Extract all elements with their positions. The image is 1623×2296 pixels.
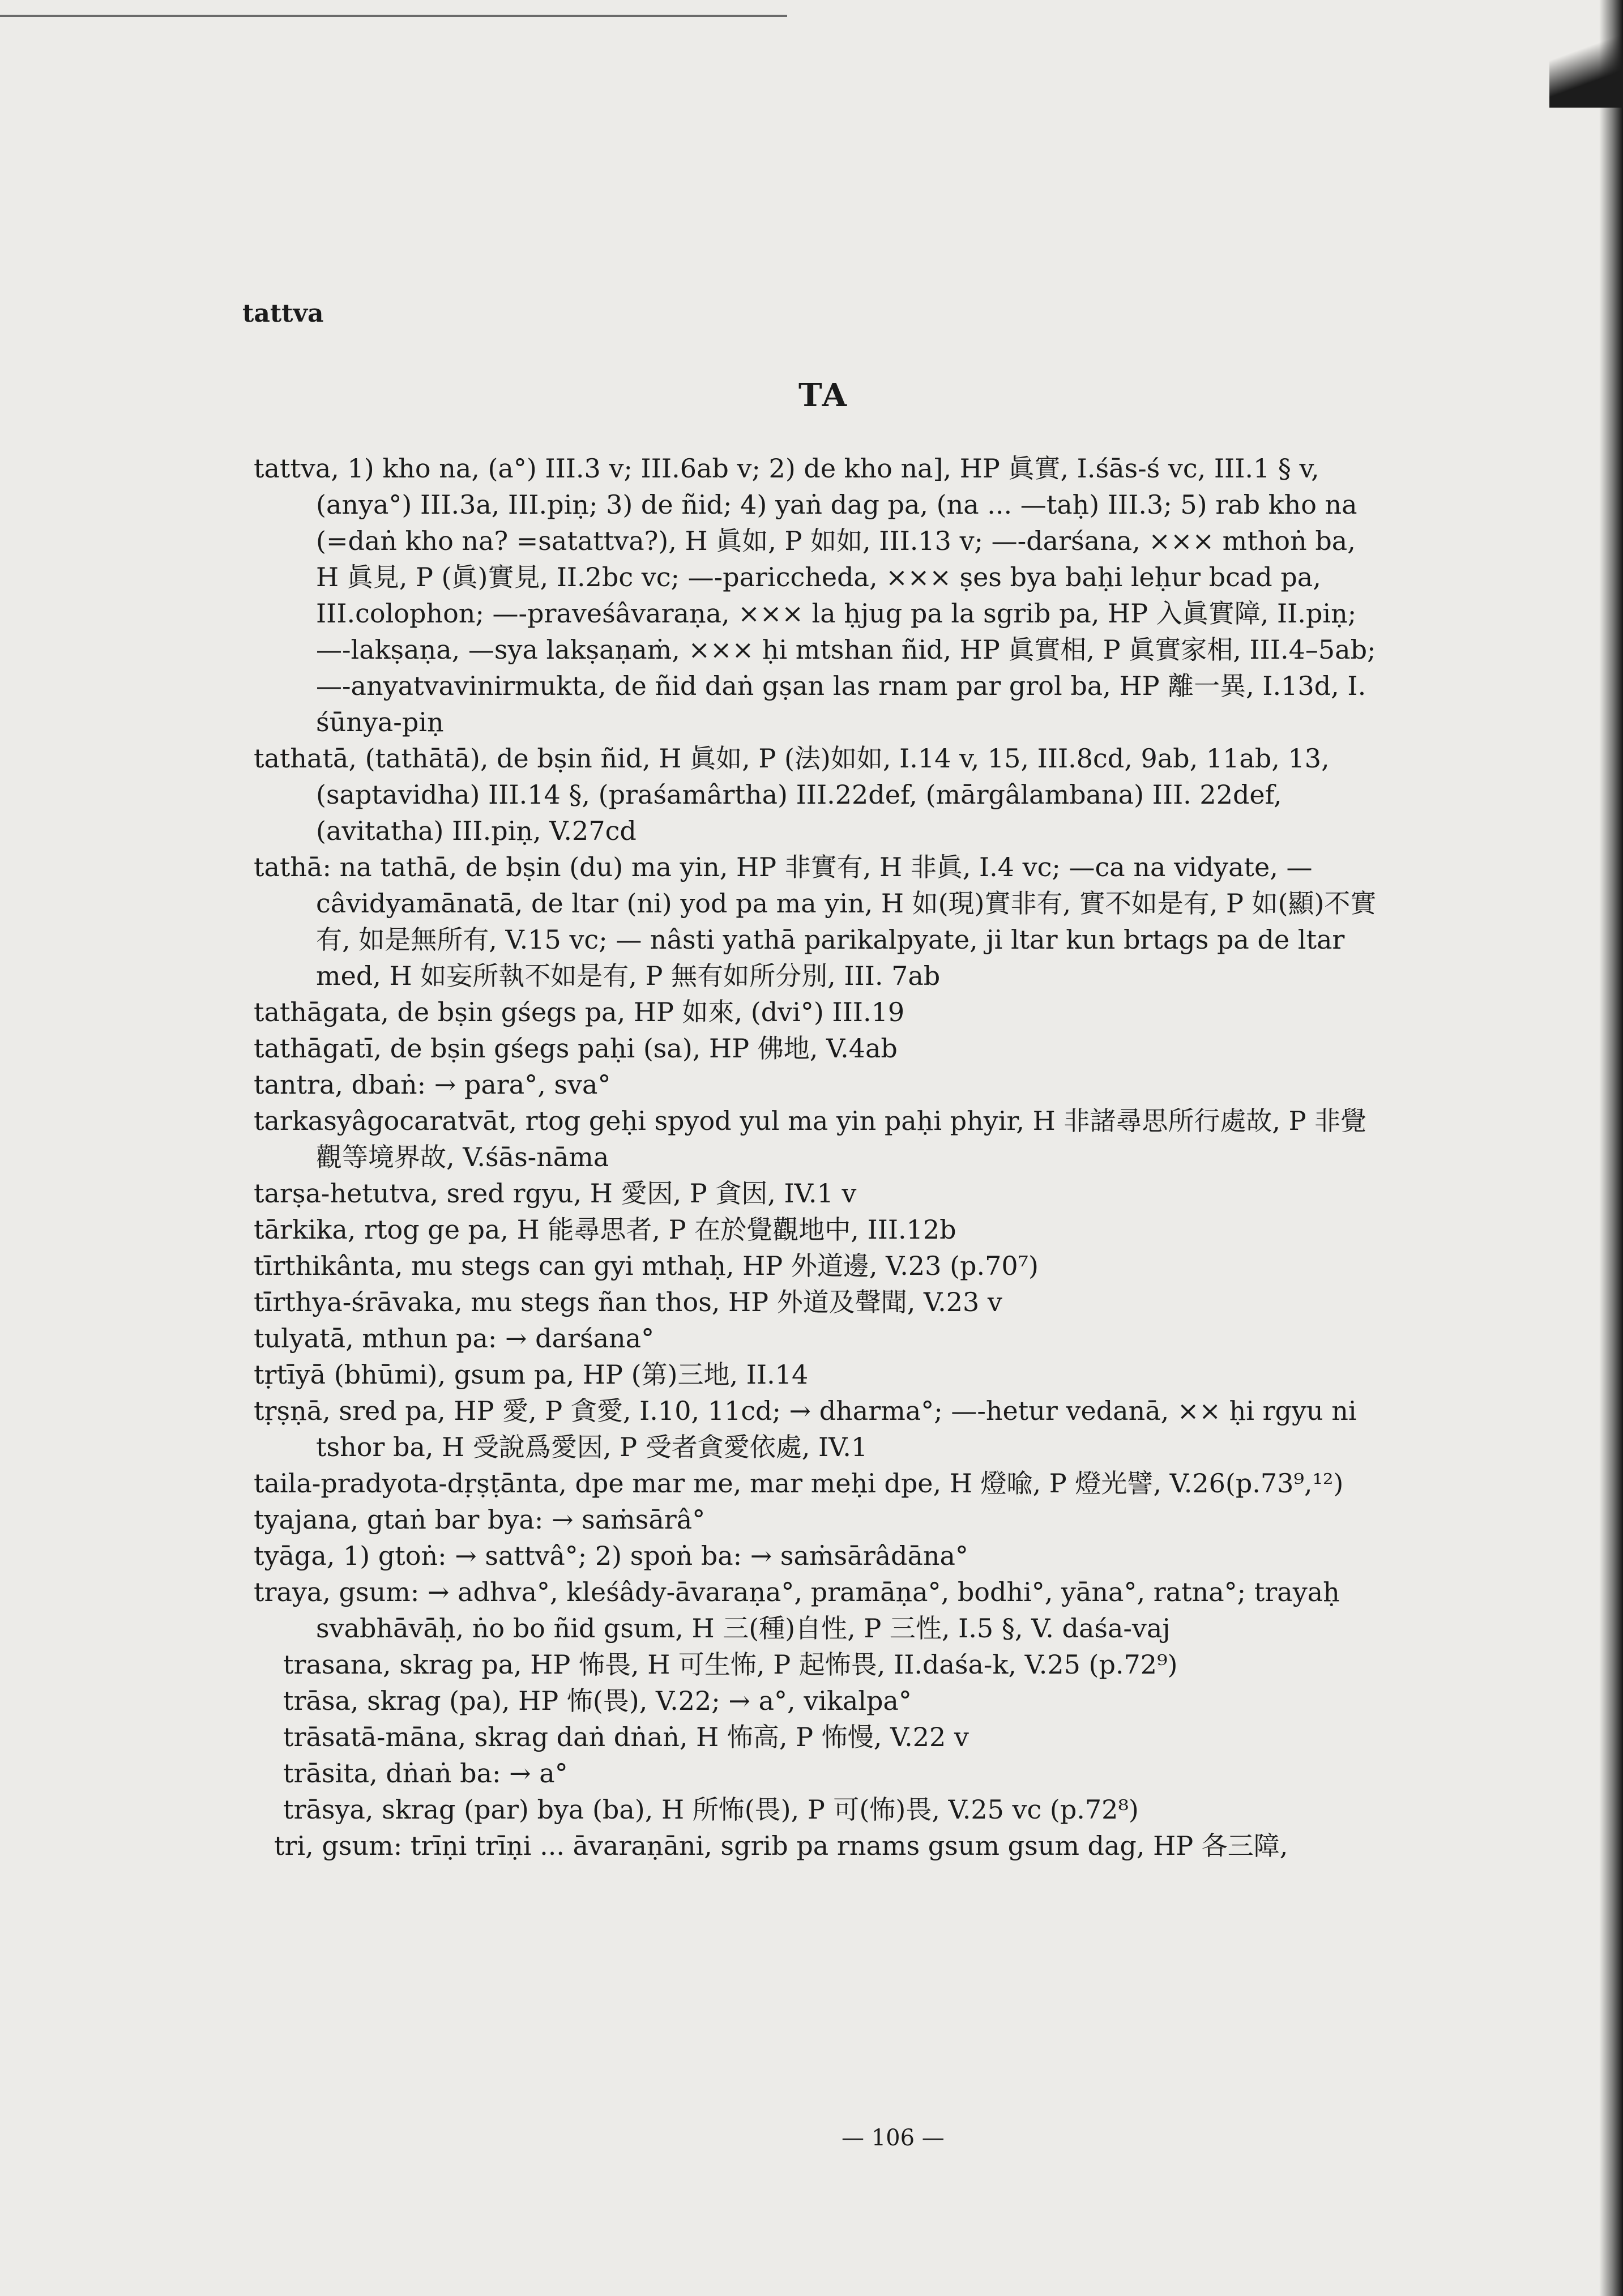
entry-tirthya-sravaka: tīrthya-śrāvaka, mu stegs ñan thos, HP 外道及聲聞, V.23 v bbox=[254, 1287, 1002, 1317]
entry-tathagata: tathāgata, de bṣin gśegs pa, HP 如來, (dvi°) III.19 bbox=[254, 997, 905, 1027]
entry-tantra: tantra, dbaṅ: → para°, sva° bbox=[254, 1069, 611, 1100]
entry-trasya: trāsya, skrag (par) bya (ba), H 所怖(畏), P 可(怖)畏, V.25 vc (p.72⁸) bbox=[283, 1794, 1139, 1825]
dictionary-entries bbox=[254, 450, 1386, 1864]
entry-tarkasyagocaratvat: tarkasyâgocaratvāt, rtog geḥi spyod yul ma yin paḥi phyir, H 非諸尋思所行處故, P 非覺觀等境界故, V.śās-nāma bbox=[254, 1106, 1367, 1172]
entry-tarkika: tārkika, rtog ge pa, H 能尋思者, P 在於覺觀地中, III.12b bbox=[254, 1214, 956, 1245]
entry-tathata: tathatā, (tathātā), de bṣin ñid, H 眞如, P (法)如如, I.14 v, 15, III.8cd, 9ab, 11ab, 13, (saptavidha) III.14 §, (praśamârtha) III.22def, (mārgâlambana) III. 22def, (avitatha) III.piṇ, V.27cd bbox=[254, 743, 1330, 846]
running-head: tattva bbox=[242, 299, 324, 328]
entry-tirthikanta: tīrthikânta, mu stegs can gyi mthaḥ, HP 外道邊, V.23 (p.70⁷) bbox=[254, 1251, 1039, 1281]
binding-corner bbox=[1549, 11, 1623, 108]
entry-trasa: trāsa, skrag (pa), HP 怖(畏), V.22; → a°, vikalpa° bbox=[283, 1685, 912, 1716]
entry-trtiya: tṛtīyā (bhūmi), gsum pa, HP (第)三地, II.14 bbox=[254, 1359, 809, 1390]
entry-trasita: trāsita, dṅaṅ ba: → a° bbox=[283, 1758, 568, 1789]
entry-tri: tri, gsum: trīṇi trīṇi ... āvaraṇāni, sgrib pa rnams gsum gsum dag, HP 各三障, bbox=[274, 1830, 1288, 1861]
entry-trasata-mana: trāsatā-māna, skrag daṅ dṅaṅ, H 怖高, P 怖慢, V.22 v bbox=[283, 1722, 969, 1752]
entry-taila-pradyota: taila-pradyota-dṛṣṭānta, dpe mar me, mar meḥi dpe, H 燈喩, P 燈光譬, V.26(p.73⁹,¹²) bbox=[254, 1468, 1344, 1499]
entry-tulyata: tulyatā, mthun pa: → darśana° bbox=[254, 1323, 655, 1354]
entry-tyajana: tyajana, gtaṅ bar bya: → saṁsārâ° bbox=[254, 1504, 706, 1535]
entry-tattva: tattva, 1) kho na, (a°) III.3 v; III.6ab v; 2) de kho na], HP 眞實, I.śās-ś vc, III.1 § v, (anya°) III.3a, III.piṇ; 3) de ñid; 4) yaṅ dag pa, (na ... —taḥ) III.3; 5) rab kho na (=daṅ kho na? =satattva?), H 眞如, P 如如, III.13 v; —-darśana, ××× mthoṅ ba, H 眞見, P (眞)實見, II.2bc vc; —-pariccheda, ××× ṣes bya baḥi leḥur bcad pa, III.colophon; —-praveśâvaraṇa, ××× la ḥjug pa la sgrib pa, HP 入眞實障, II.piṇ; —-lakṣaṇa, —sya lakṣaṇaṁ, ××× ḥi mtshan ñid, HP 眞實相, P 眞實家相, III.4–5ab; —-anyatvavinirmukta, de ñid daṅ gṣan las rnam par grol ba, HP 離一異, I.13d, I. śūnya-piṇ bbox=[254, 453, 1376, 737]
entry-trasana: trasana, skrag pa, HP 怖畏, H 可生怖, P 起怖畏, II.daśa-k, V.25 (p.72⁹) bbox=[283, 1649, 1178, 1680]
page-number: — 106 — bbox=[842, 2125, 945, 2151]
entry-tyaga: tyāga, 1) gtoṅ: → sattvâ°; 2) spoṅ ba: → saṁsārâdāna° bbox=[254, 1540, 968, 1571]
entry-tathagati: tathāgatī, de bṣin gśegs paḥi (sa), HP 佛地, V.4ab bbox=[254, 1033, 898, 1064]
entry-tarsa-hetutva: tarṣa-hetutva, sred rgyu, H 愛因, P 貪因, IV.1 v bbox=[254, 1178, 857, 1209]
top-rule bbox=[0, 15, 787, 17]
section-title: TA bbox=[798, 377, 849, 414]
entry-traya: traya, gsum: → adhva°, kleśâdy-āvaraṇa°, pramāṇa°, bodhi°, yāna°, ratna°; trayaḥ svabhāvāḥ, ṅo bo ñid gsum, H 三(種)自性, P 三性, I.5 §, V. daśa-vaj bbox=[254, 1577, 1340, 1644]
binding-shadow bbox=[1599, 0, 1623, 2296]
entry-trsna: tṛṣṇā, sred pa, HP 愛, P 貪愛, I.10, 11cd; → dharma°; —-hetur vedanā, ×× ḥi rgyu ni tshor ba, H 受說爲愛因, P 受者貪愛依處, IV.1 bbox=[254, 1395, 1357, 1462]
entry-tatha: tathā: na tathā, de bṣin (du) ma yin, HP 非實有, H 非眞, I.4 vc; —ca na vidyate, —câvidyamānatā, de ltar (ni) yod pa ma yin, H 如(現)實非有, 實不如是有, P 如(顯)不實有, 如是無所有, V.15 vc; — nâsti yathā parikalpyate, ji ltar kun brtags pa de ltar med, H 如妄所執不如是有, P 無有如所分別, III. 7ab bbox=[254, 852, 1377, 991]
